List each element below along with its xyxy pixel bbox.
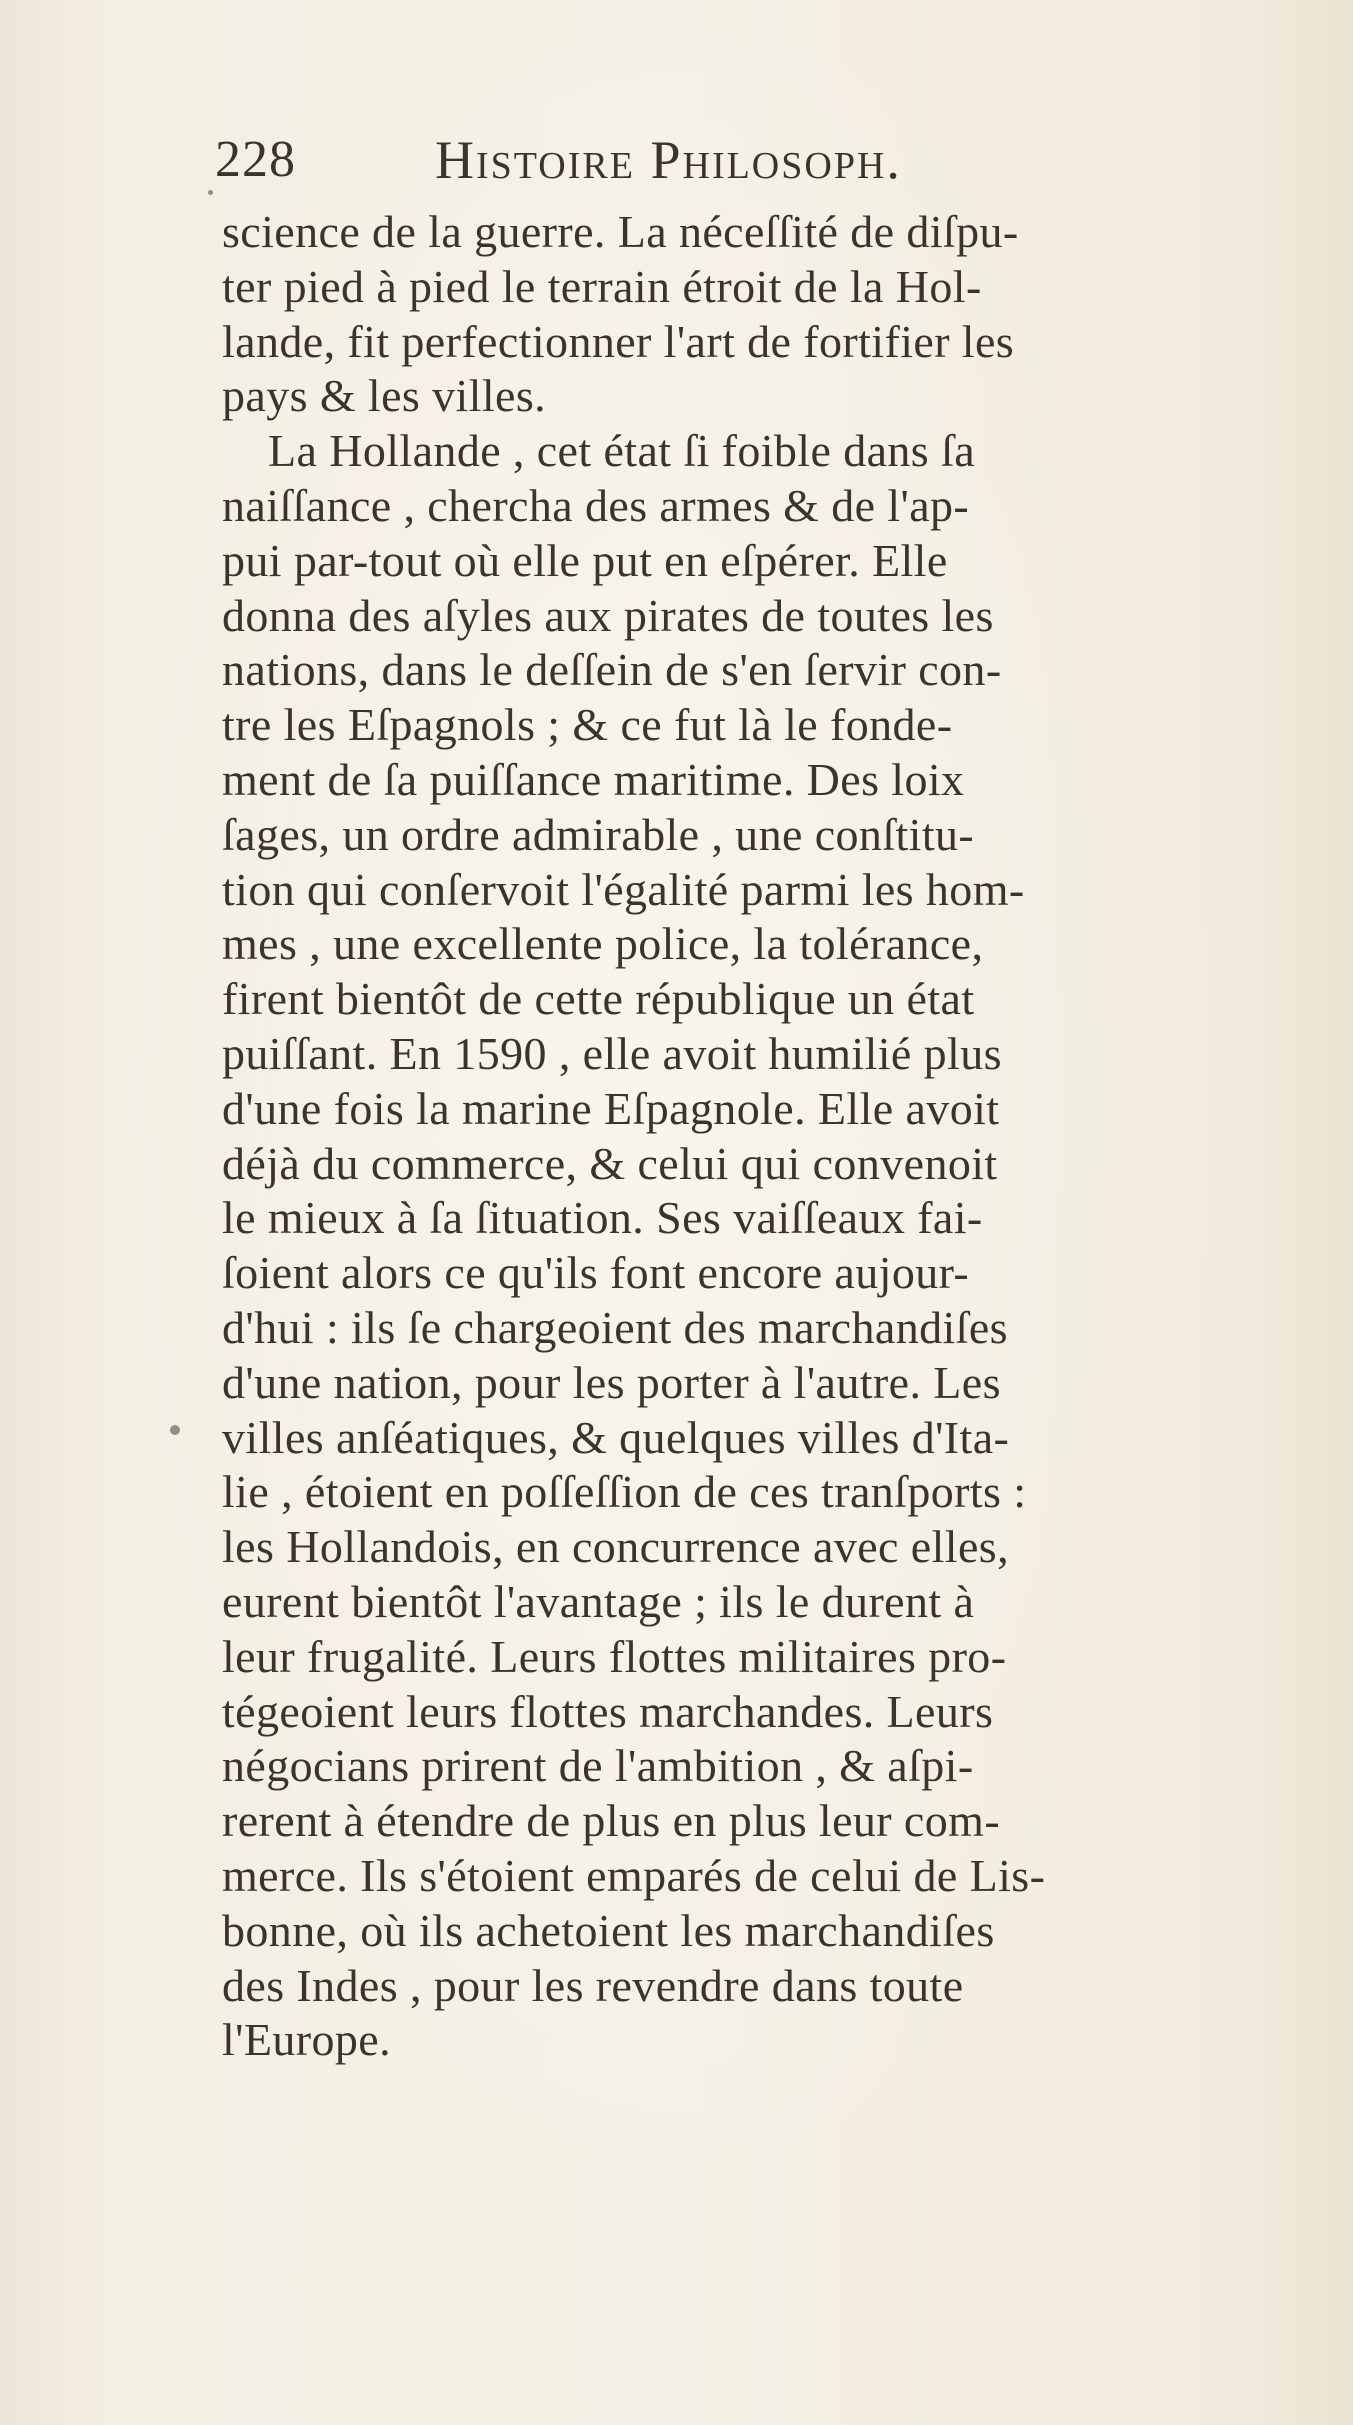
text-line: La Hollande , cet état ſi foible dans ſa (268, 425, 976, 477)
text-line: eurent bientôt l'avantage ; ils le durent à (222, 1575, 975, 1627)
page-number: 228 (215, 131, 296, 188)
text-line: tre les Eſpagnols ; & ce fut là le fonde- (222, 699, 953, 751)
text-line: des Indes , pour les revendre dans toute (222, 1959, 964, 2011)
text-line: nations, dans le deſſein de s'en ſervir con- (222, 644, 1002, 696)
text-line: négocians prirent de l'ambition , & aſpi- (222, 1740, 974, 1792)
text-line: science de la guerre. La néceſſité de diſpu- (222, 206, 1019, 257)
text-line: merce. Ils s'étoient emparés de celui de Lis- (222, 1849, 1046, 1901)
text-line: ſages, un ordre admirable , une conſtitu- (222, 808, 975, 860)
text-line: d'une nation, pour les porter à l'autre. Les (222, 1356, 1001, 1408)
text-line: ment de ſa puiſſance maritime. Des loix (222, 753, 965, 805)
page-header (215, 130, 1115, 200)
text-line: ter pied à pied le terrain étroit de la Hol- (222, 260, 982, 312)
text-line: les Hollandois, en concurrence avec elles, (222, 1521, 1009, 1573)
text-line: donna des aſyles aux pirates de toutes les (222, 589, 994, 641)
text-line: naiſſance , chercha des armes & de l'ap- (222, 479, 970, 531)
text-line: lie , étoient en poſſeſſion de ces tranſports : (222, 1466, 1027, 1518)
text-line: villes anſéatiques, & quelques villes d'Ita- (222, 1411, 1010, 1463)
text-line: déjà du commerce, & celui qui convenoit (222, 1137, 998, 1189)
text-line: d'une fois la marine Eſpagnole. Elle avoit (222, 1082, 1000, 1134)
text-line: tion qui conſervoit l'égalité parmi les hom- (222, 863, 1025, 915)
ink-speck (208, 190, 213, 195)
text-line: le mieux à ſa ſituation. Ses vaiſſeaux fai- (222, 1192, 983, 1244)
ink-speck (170, 1425, 180, 1435)
running-title: Histoire Philosoph. (435, 130, 902, 190)
text-line: tégeoient leurs flottes marchandes. Leurs (222, 1685, 994, 1737)
text-line: ſoient alors ce qu'ils font encore aujour- (222, 1247, 970, 1299)
text-line: firent bientôt de cette république un état (222, 973, 975, 1025)
text-line: l'Europe. (222, 2014, 392, 2066)
text-line: lande, fit perfectionner l'art de fortifier les (222, 315, 1015, 367)
text-line: bonne, où ils achetoient les marchandiſes (222, 1904, 995, 1956)
text-line: pui par-tout où elle put en eſpérer. Elle (222, 534, 948, 586)
text-line: rerent à étendre de plus en plus leur com- (222, 1795, 1001, 1847)
text-line: pays & les villes. (222, 370, 547, 422)
text-line: leur frugalité. Leurs flottes militaires pro- (222, 1630, 1007, 1682)
text-line: puiſſant. En 1590 , elle avoit humilié plus (222, 1027, 1002, 1079)
body-text (222, 205, 1292, 2068)
text-line: d'hui : ils ſe chargeoient des marchandiſes (222, 1301, 1008, 1353)
text-line: mes , une excellente police, la tolérance, (222, 918, 984, 970)
